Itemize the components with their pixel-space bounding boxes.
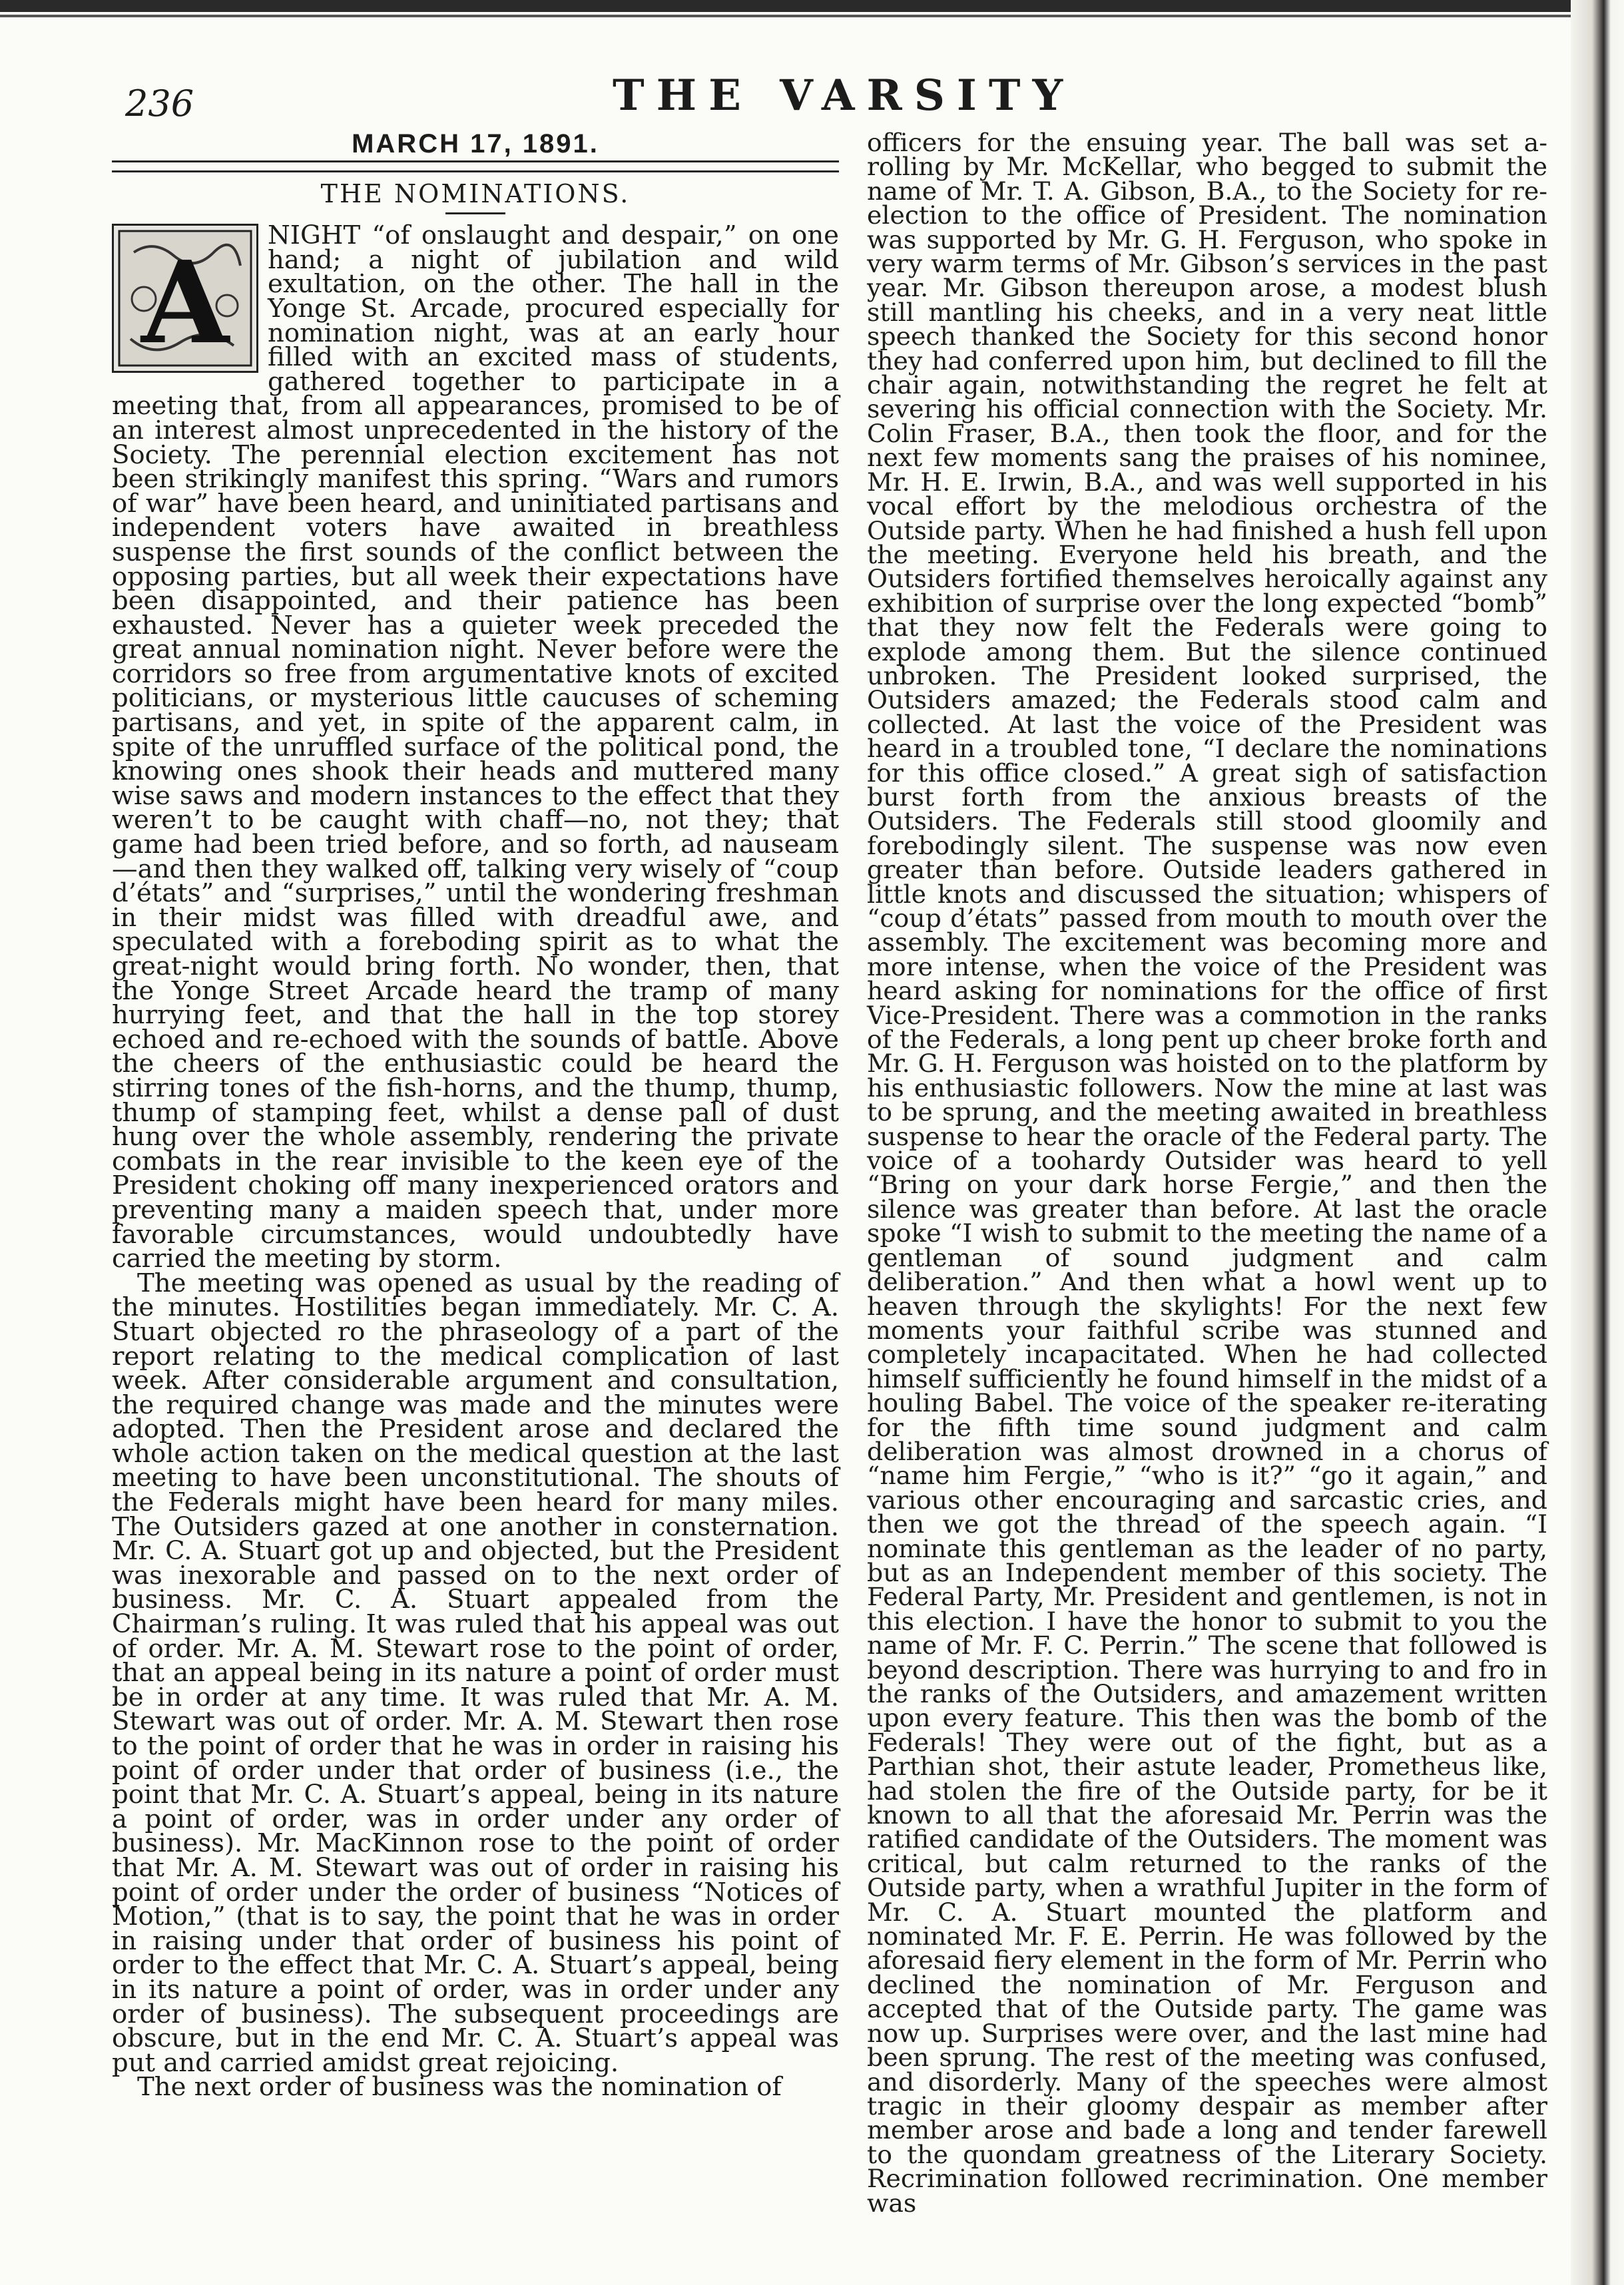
paragraph-intro: NIGHT “of onslaught and despair,” on one hand; a night of jubilation and wild exultation, on the other. The hall in the Yonge St. Arcade, procured especially for nomination night, was at an early hour filled with an excited mass of students, gathered together to participate in a meeting that, from all appearances, promised to be of an interest almost unprecedented in the history of the Society. The perennial election excitement has not been strikingly manifest this spring. “Wars and rumors of war” have been heard, and uninitiated partisans and independent voters have awaited in breathless suspense the first sounds of the conflict between the opposing parties, but all week their expectations have been disappointed, and their patience has been exhausted. Never has a quieter week preceded the great annual nomination night. Never before were the corridors so free from argumentative knots of excited politicians, or mysterious little caucuses of scheming partisans, and yet, in spite of the apparent calm, in spite of the unruffled surface of the political pond, the knowing ones shook their heads and muttered many wise saws and modern instances to the effect that they weren’t to be caught with chaff—no, not they; that game had been tried before, and so forth, ad nauseam—and then they walked off, talking very wisely of “coup d’états” and “surprises,” until the wondering freshman in their midst was filled with dreadful awe, and speculated with a foreboding spirit as to what the great-night would bring forth. No wonder, then, that the Yonge Street Arcade heard the tramp of many hurrying feet, and that the hall in the top storey echoed and re-echoed with the sounds of battle. Above the cheers of the enthusiastic could be heard the stirring tones of the fish-horns, and the thump, thump, thump of stamping feet, whilst a dense pall of dust hung over the whole assembly, rendering the private combats in the rear invisible to the keen eye of the President choking off many inexperienced orators and preventing many a maiden speech that, under more favorable circumstances, would undoubtedly have carried the meeting by storm. <box>112 220 839 1274</box>
drop-cap-ornament <box>112 224 258 373</box>
article-title: THE NOMINATIONS. <box>320 178 631 208</box>
top-border-line <box>0 15 1624 17</box>
paragraph-nominations-start: The next order of business was the nomination of <box>137 2072 782 2103</box>
right-column <box>867 128 1548 2218</box>
page-binding-edge <box>1571 0 1624 2285</box>
double-rule <box>112 160 839 172</box>
left-column <box>112 129 839 2103</box>
paragraph-minutes: The meeting was opened as usual by the reading of the minutes. Hostilities began immediately. Mr. C. A. Stuart objected ro the phraseology of a part of the report relating to the medical complication of last week. After considerable argument and consultation, the required change was made and the minutes were adopted. Then the President arose and declared the whole action taken on the medical question at the last meeting to have been unconstitutional. The shouts of the Federals might have been heard for many miles. The Outsiders gazed at one another in consternation. Mr. C. A. Stuart got up and objected, but the President was inexorable and passed on to the next order of business. Mr. C. A. Stuart appealed from the Chairman’s ruling. It was ruled that his appeal was out of order. Mr. A. M. Stewart rose to the point of order, that an appeal being in its nature a point of order must be in order at any time. It was ruled that Mr. A. M. Stewart was out of order. Mr. A. M. Stewart then rose to the point of order that he was in order in raising his point of order under that order of business (i.e., the point that Mr. C. A. Stuart’s appeal, being in its nature a point of order, was in order under any order of business). Mr. MacKinnon rose to the point of order that Mr. A. M. Stewart was out of order in raising his point of order under the order of business “Notices of Motion,” (that is to say, the point that he was in order in raising under that order of business his point of order to the effect that Mr. C. A. Stuart’s appeal, being in its nature a point of order, was in order under any order of business). The subsequent proceedings are obscure, but in the end Mr. C. A. Stuart’s appeal was put and carried amidst great rejoicing. <box>112 1268 839 2078</box>
paragraph-nominations-continued: officers for the ensuing year. The ball was set a-rolling by Mr. McKellar, who begged to submit the name of Mr. T. A. Gibson, B.A., to the Society for re-election to the office of President. The nomination was supported by Mr. G. H. Ferguson, who spoke in very warm terms of Mr. Gibson’s services in the past year. Mr. Gibson thereupon arose, a modest blush still mantling his cheeks, and in a very neat little speech thanked the Society for this second honor they had conferred upon him, but declined to fill the chair again, notwithstanding the regret he felt at severing his official connection with the Society. Mr. Colin Fraser, B.A., then took the floor, and for the next few moments sang the praises of his nominee, Mr. H. E. Irwin, B.A., and was well supported in his vocal effort by the melodious orchestra of the Outside party. When he had finished a hush fell upon the meeting. Everyone held his breath, and the Outsiders fortified themselves heroically against any exhibition of surprise over the long expected “bomb” that they now felt the Federals were going to explode among them. But the silence continued unbroken. The President looked surprised, the Outsiders amazed; the Federals stood calm and collected. At last the voice of the President was heard in a troubled tone, “I declare the nominations for this office closed.” A great sigh of satisfaction burst forth from the anxious breasts of the Outsiders. The Federals still stood gloomily and forebodingly silent. The suspense was now even greater than before. Outside leaders gathered in little knots and discussed the situation; whispers of “coup d’états” passed from mouth to mouth over the assembly. The excitement was becoming more and more intense, when the voice of the President was heard asking for nominations for the office of first Vice-President. There was a commotion in the ranks of the Federals, a long pent up cheer broke forth and Mr. G. H. Ferguson was hoisted on to the platform by his enthusiastic followers. Now the mine at last was to be sprung, and the meeting awaited in breathless suspense to hear the oracle of the Federal party. The voice of a toohardy Outsider was heard to yell “Bring on your dark horse Fergie,” and then the silence was greater than before. At last the oracle spoke “I wish to submit to the meeting the name of a gentleman of sound judgment and calm deliberation.” And then what a howl went up to heaven through the skylights! For the next few moments your faithful scribe was stunned and completely incapacitated. When he had collected himself sufficiently he found himself in the midst of a houling Babel. The voice of the speaker re-iterating for the fifth time sound judgment and calm deliberation was almost drowned in a chorus of “name him Fergie,” “who is it?” “go it again,” and various other encouraging and sarcastic cries, and then we got the thread of the speech again. “I nominate this gentleman as the leader of no party, but as an Independent member of this society. The Federal Party, Mr. President and gentlemen, is not in this election. I have the honor to submit to you the name of Mr. F. C. Perrin.” The scene that followed is beyond description. There was hurrying to and fro in the ranks of the Outsiders, and amazement written upon every feature. This then was the bomb of the Federals! They were out of the fight, but as a Parthian shot, their astute leader, Prometheus like, had stolen the fire of the Outside party, for be it known to all that the aforesaid Mr. Perrin was the ratified candidate of the Outsiders. The moment was critical, but calm returned to the ranks of the Outside party, when a wrathful Jupiter in the form of Mr. C. A. Stuart mounted the platform and nominated Mr. F. E. Perrin. He was followed by the aforesaid fiery element in the form of Mr. Perrin who declined the nomination of Mr. Ferguson and accepted that of the Outside party. The game was now up. Surprises were over, and the last mine had been sprung. The rest of the meeting was confused, and disorderly. Many of the speeches were almost tragic in their gloomy despair as member after member arose and bade a long and tender farewell to the quondam greatness of the Literary Society. Recrimination followed recrimination. One member was <box>867 128 1548 2218</box>
title-divider <box>445 212 505 214</box>
drop-cap-letter: A <box>141 236 229 370</box>
masthead-title: THE VARSITY <box>613 71 1075 121</box>
issue-date: MARCH 17, 1891. <box>352 129 599 158</box>
page-number: 236 <box>125 83 194 125</box>
top-border <box>0 0 1624 12</box>
